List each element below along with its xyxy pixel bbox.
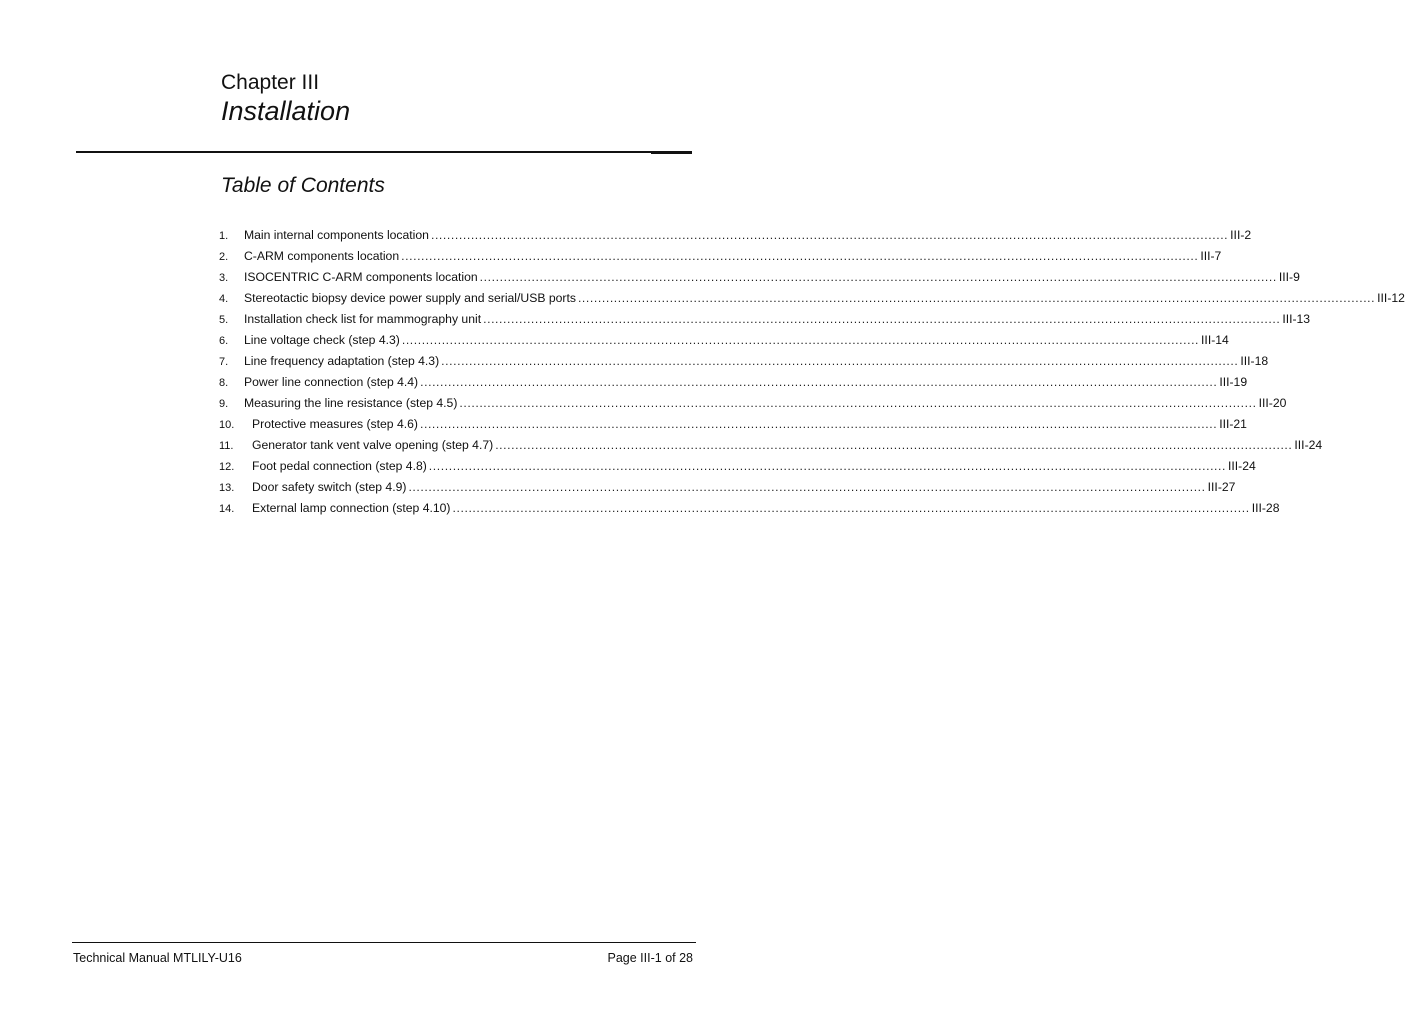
toc-entry[interactable] <box>219 309 1311 330</box>
toc-entry[interactable] <box>219 435 1323 456</box>
footer-document-name: Technical Manual MTLILY-U16 <box>73 951 242 965</box>
toc-dot-leader: ........................................................................................................................................................................................................ <box>452 501 1250 515</box>
toc-entry-title: Measuring the line resistance (step 4.5) <box>244 396 458 410</box>
toc-entry[interactable] <box>219 372 1248 393</box>
toc-entry-number: 9. <box>219 398 229 410</box>
footer-rule <box>72 942 696 943</box>
toc-dot-leader: ........................................................................................................................................................................................................ <box>441 354 1239 368</box>
toc-entry[interactable] <box>219 246 1222 267</box>
toc-entry-page: III-18 <box>1240 354 1269 368</box>
toc-dot-leader: ........................................................................................................................................................................................................ <box>459 396 1257 410</box>
toc-entry[interactable] <box>219 351 1269 372</box>
toc-entry[interactable] <box>219 393 1287 414</box>
chapter-label: Chapter III <box>221 71 320 94</box>
toc-dot-leader: ........................................................................................................................................................................................................ <box>428 459 1227 473</box>
toc-entry-title: Line voltage check (step 4.3) <box>244 333 400 347</box>
toc-entry-title: ISOCENTRIC C-ARM components location <box>244 270 478 284</box>
toc-entry-page: III-27 <box>1207 480 1236 494</box>
toc-entry-number: 11. <box>219 440 234 452</box>
toc-entry-page: III-2 <box>1230 228 1252 242</box>
toc-dot-leader: ........................................................................................................................................................................................................ <box>401 249 1199 263</box>
toc-entry-page: III-24 <box>1294 438 1323 452</box>
toc-entry-page: III-28 <box>1251 501 1280 515</box>
toc-entry-title: Stereotactic biopsy device power supply and serial/USB ports <box>244 291 576 305</box>
toc-entry-number: 2. <box>219 251 229 263</box>
toc-entry-title: Generator tank vent valve opening (step 4.7) <box>252 438 494 452</box>
toc-entry-page: III-12 <box>1377 291 1405 305</box>
toc-list <box>219 225 1405 519</box>
toc-entry-page: III-7 <box>1200 249 1222 263</box>
toc-dot-leader: ........................................................................................................................................................................................................ <box>430 228 1229 242</box>
toc-entry-title: External lamp connection (step 4.10) <box>252 501 451 515</box>
toc-entry-number: 4. <box>219 293 229 305</box>
toc-entry[interactable] <box>219 477 1236 498</box>
toc-entry-title: C-ARM components location <box>244 249 400 263</box>
toc-entry[interactable] <box>219 456 1256 477</box>
toc-entry[interactable] <box>219 330 1229 351</box>
toc-dot-leader: ........................................................................................................................................................................................................ <box>419 417 1218 431</box>
toc-entry-number: 7. <box>219 356 229 368</box>
toc-entry-title: Installation check list for mammography unit <box>244 312 482 326</box>
header-rule-tail <box>651 151 692 154</box>
footer-page-number: Page III-1 of 28 <box>607 951 693 965</box>
toc-entry-number: 6. <box>219 335 229 347</box>
toc-dot-leader: ........................................................................................................................................................................................................ <box>401 333 1200 347</box>
toc-heading: Table of Contents <box>221 174 385 197</box>
toc-entry[interactable] <box>219 225 1252 246</box>
toc-entry-page: III-20 <box>1258 396 1287 410</box>
toc-entry-page: III-21 <box>1219 417 1247 431</box>
toc-entry[interactable] <box>219 267 1300 288</box>
header-rule <box>76 151 651 153</box>
toc-entry[interactable] <box>219 288 1405 309</box>
toc-dot-leader: ........................................................................................................................................................................................................ <box>408 480 1206 494</box>
toc-entry-page: III-9 <box>1278 270 1300 284</box>
toc-entry-number: 13. <box>219 482 235 494</box>
toc-dot-leader: ........................................................................................................................................................................................................ <box>479 270 1277 284</box>
toc-entry-number: 10. <box>219 419 235 431</box>
toc-entry-page: III-14 <box>1201 333 1229 347</box>
toc-dot-leader: ........................................................................................................................................................................................................ <box>577 291 1376 305</box>
toc-entry-number: 14. <box>219 503 235 515</box>
toc-dot-leader: ........................................................................................................................................................................................................ <box>495 438 1293 452</box>
toc-entry-page: III-13 <box>1282 312 1311 326</box>
toc-entry-page: III-24 <box>1228 459 1256 473</box>
toc-entry-page: III-19 <box>1219 375 1248 389</box>
toc-entry-title: Line frequency adaptation (step 4.3) <box>244 354 440 368</box>
toc-entry-number: 5. <box>219 314 229 326</box>
toc-dot-leader: ........................................................................................................................................................................................................ <box>420 375 1218 389</box>
toc-entry-title: Door safety switch (step 4.9) <box>252 480 407 494</box>
toc-entry-title: Power line connection (step 4.4) <box>244 375 419 389</box>
toc-entry[interactable] <box>219 498 1280 519</box>
toc-entry-title: Main internal components location <box>244 228 429 242</box>
toc-entry-number: 3. <box>219 272 229 284</box>
toc-dot-leader: ........................................................................................................................................................................................................ <box>483 312 1281 326</box>
chapter-title: Installation <box>221 96 351 126</box>
toc-entry-title: Foot pedal connection (step 4.8) <box>252 459 427 473</box>
toc-entry-number: 1. <box>219 230 229 242</box>
toc-entry-number: 12. <box>219 461 235 473</box>
toc-entry-number: 8. <box>219 377 229 389</box>
toc-entry[interactable] <box>219 414 1247 435</box>
toc-entry-title: Protective measures (step 4.6) <box>252 417 418 431</box>
